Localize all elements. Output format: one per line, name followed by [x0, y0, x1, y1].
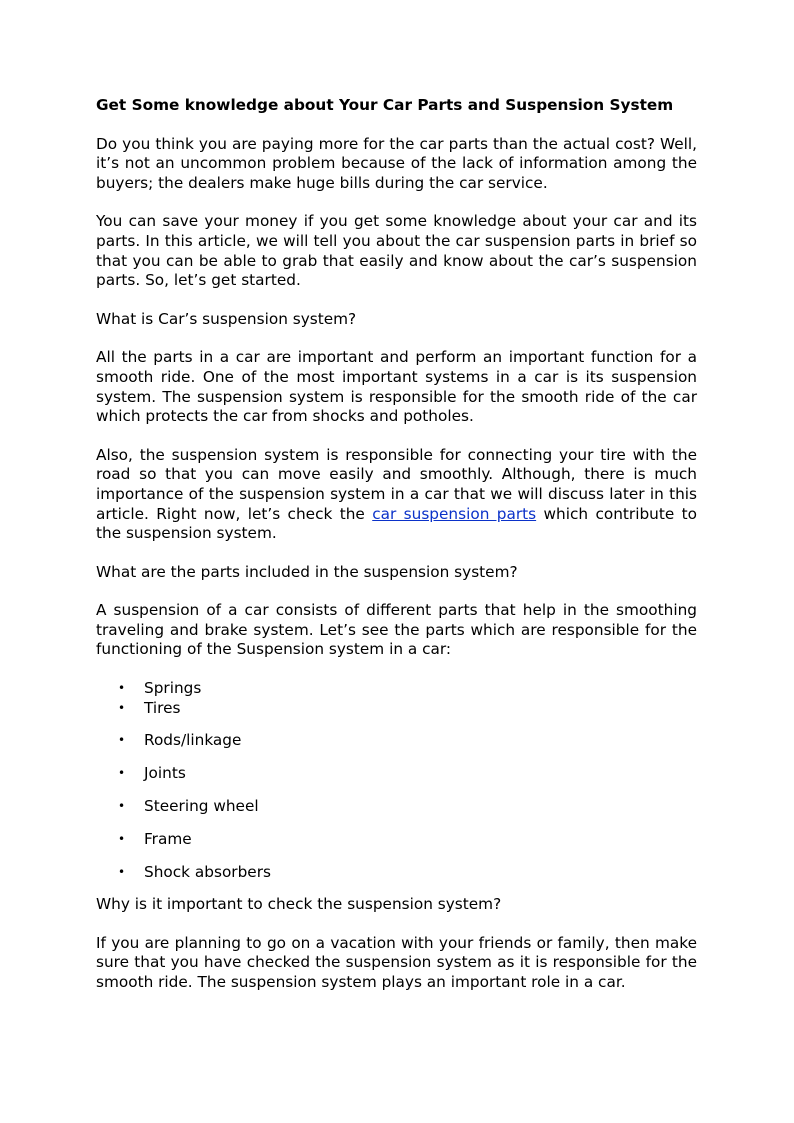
document-page — [96, 96, 697, 1012]
parts-intro-paragraph: A suspension of a car consists of different parts that help in the smoothing traveling and brake system. Let’s see the parts which are responsible for the functioning of the Suspension system in a car: — [96, 601, 697, 659]
bullet-icon: • — [118, 831, 126, 846]
intro-paragraph-1: Do you think you are paying more for the car parts than the actual cost? Well, it’s not an uncommon problem because of the lack of information among the buyers; the dealers make huge bills during the car service. — [96, 134, 697, 192]
bullet-icon: • — [118, 799, 126, 813]
section-heading-what-is: What is Car’s suspension system? — [96, 309, 357, 328]
intro-paragraph-2: You can save your money if you get some knowledge about your car and its parts. In this article, we will tell you about the car suspension parts in brief so that you can be able to grab that easily and know about the car’s suspension parts. So, let’s get started. — [96, 212, 697, 290]
list-item — [96, 797, 697, 817]
section-heading-parts: What are the parts included in the suspension system? — [96, 562, 518, 581]
vacation-paragraph: If you are planning to go on a vacation with your friends or family, then make sure that you have checked the suspension system as it is responsible for the smooth ride. The suspension system plays an important role in a car. — [96, 933, 697, 991]
list-item — [96, 863, 697, 883]
connection-paragraph — [96, 446, 697, 544]
list-item-label: Shock absorbers — [144, 862, 271, 881]
parts-list — [96, 679, 697, 882]
car-suspension-parts-link[interactable]: car suspension parts — [372, 504, 537, 523]
suspension-paragraph: All the parts in a car are important and perform an important function for a smooth ride. One of the most important systems in a car is its suspension system. The suspension system is responsible for the smooth ride of the car which protects the car from shocks and potholes. — [96, 348, 697, 426]
connection-text-after: which contribute to the suspension system. — [96, 504, 697, 543]
section-heading-importance: Why is it important to check the suspension system? — [96, 895, 502, 914]
list-item — [96, 731, 697, 751]
list-item — [96, 764, 697, 784]
connection-text-before: Also, the suspension system is responsible for connecting your tire with the road so that you can move easily and smoothly. Although, there is much importance of the suspension system in a car that we will discuss later in this article. Right now, let’s check the — [96, 445, 697, 523]
bullet-icon: • — [118, 864, 126, 879]
list-item-label: Steering wheel — [144, 797, 259, 815]
list-item — [96, 679, 697, 699]
list-item-label: Frame — [144, 829, 192, 848]
bullet-icon: • — [118, 766, 126, 781]
document-title: Get Some knowledge about Your Car Parts and Suspension System — [96, 96, 674, 114]
list-item-label: Joints — [144, 764, 186, 783]
bullet-icon: • — [118, 700, 126, 715]
list-item — [96, 699, 697, 719]
list-item-label: Tires — [144, 698, 181, 717]
list-item — [96, 830, 697, 850]
list-item-label: Springs — [144, 679, 202, 698]
bullet-icon: • — [118, 681, 126, 696]
list-item-label: Rods/linkage — [144, 731, 242, 750]
bullet-icon: • — [118, 733, 126, 748]
